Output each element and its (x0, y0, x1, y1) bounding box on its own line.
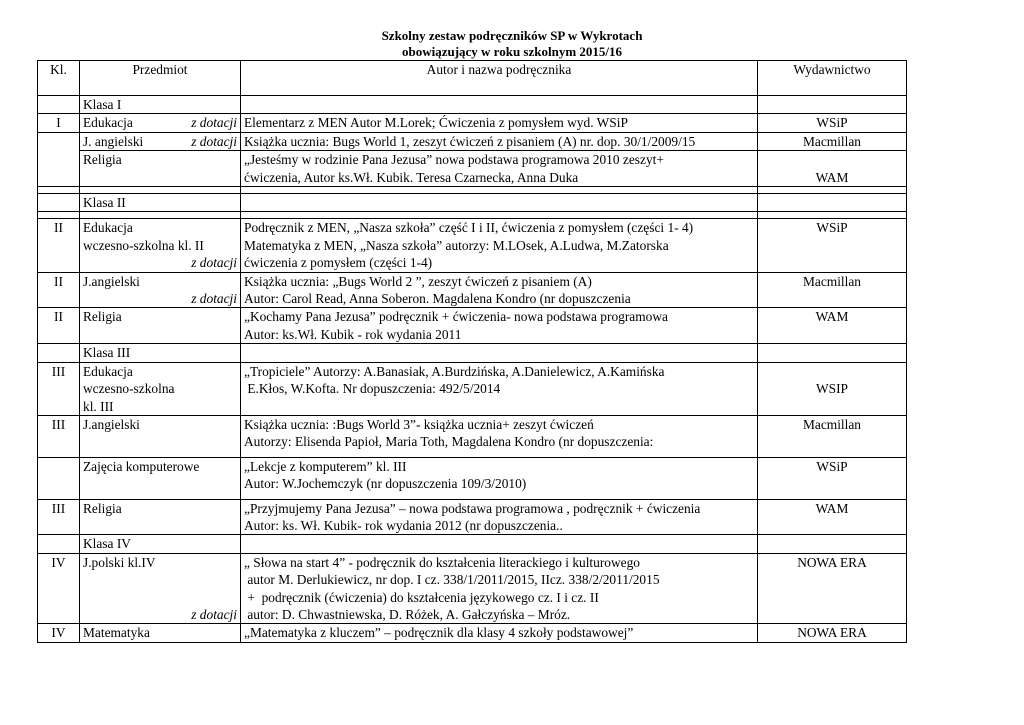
class-heading-row (38, 535, 907, 553)
table-row (38, 362, 907, 415)
autor-line: Autor: W.Jochemczyk (nr dopuszczenia 109/3/2010) (244, 476, 527, 492)
cell-kl (38, 151, 80, 187)
cell-wydawnictwo: Macmillan (758, 415, 907, 457)
subject-line: wczesno-szkolna (83, 381, 175, 397)
cell-autor (241, 415, 758, 457)
subject-name: Edukacja (83, 115, 133, 131)
autor-line: Matematyka z MEN, „Nasza szkoła” autorzy: M.LOsek, A.Ludwa, M.Zatorska (244, 237, 669, 253)
cell-przedmiot (80, 272, 241, 308)
table-row (38, 132, 907, 150)
table-row (38, 457, 907, 499)
subject-line: J.polski kl.IV (83, 554, 156, 570)
autor-line: Książka ucznia: :Bugs World 3”- książka ucznia+ zeszyt ćwiczeń (244, 416, 594, 432)
autor-line: Autorzy: Elisenda Papioł, Maria Toth, Magdalena Kondro (nr dopuszczenia: (244, 434, 654, 450)
autor-line: ćwiczenia, Autor ks.Wł. Kubik. Teresa Czarnecka, Anna Duka (244, 169, 579, 185)
autor-line: autor M. Derlukiewicz, nr dop. I cz. 338/1/2011/2015, IIcz. 338/2/2011/2015 (244, 572, 660, 588)
autor-line: „Tropiciele” Autorzy: A.Banasiak, A.Burdzińska, A.Danielewicz, A.Kamińska (244, 363, 665, 379)
z-dotacji-note: z dotacji (191, 133, 237, 149)
cell-przedmiot: Zajęcia komputerowe (80, 457, 241, 499)
autor-line: „Kochamy Pana Jezusa” podręcznik + ćwiczenia- nowa podstawa programowa (244, 309, 668, 325)
cell-przedmiot (80, 219, 241, 272)
separator-row (38, 187, 907, 194)
cell-wydawnictwo: WSiP (758, 457, 907, 499)
class-heading: Klasa IV (80, 535, 241, 553)
autor-line: „Jesteśmy w rodzinie Pana Jezusa” nowa podstawa programowa 2010 zeszyt+ (244, 152, 664, 168)
cell-wydawnictwo: WSIP (758, 362, 907, 415)
cell-autor: Elementarz z MEN Autor M.Lorek; Ćwiczenia z pomysłem wyd. WSiP (241, 114, 758, 132)
autor-line: + podręcznik (ćwiczenia) do kształcenia językowego cz. I i cz. II (244, 589, 599, 605)
z-dotacji-note: z dotacji (191, 255, 237, 271)
autor-line: Autor: Carol Read, Anna Soberon. Magdalena Kondro (nr dopuszczenia (244, 291, 631, 307)
autor-line: Książka ucznia: „Bugs World 2 ”, zeszyt ćwiczeń z pisaniem (A) (244, 273, 592, 289)
header-wydawnictwo: Wydawnictwo (758, 61, 907, 96)
cell-kl (38, 457, 80, 499)
cell-przedmiot (80, 553, 241, 624)
cell-wydawnictwo: WSiP (758, 219, 907, 272)
class-heading: Klasa II (80, 194, 241, 212)
autor-line: „ Słowa na start 4” - podręcznik do kształcenia literackiego i kulturowego (244, 554, 640, 570)
cell-kl: IV (38, 624, 80, 642)
autor-line: Podręcznik z MEN, „Nasza szkoła” część I i II, ćwiczenia z pomysłem (części 1- 4) (244, 220, 694, 236)
header-kl: Kl. (38, 61, 80, 96)
title-line-1: Szkolny zestaw podręczników SP w Wykrotach (381, 28, 643, 43)
cell-autor (241, 219, 758, 272)
cell-wydawnictwo: WAM (758, 151, 907, 187)
subject-line: Edukacja (83, 363, 133, 379)
cell-kl: III (38, 415, 80, 457)
autor-line: Autor: ks.Wł. Kubik - rok wydania 2011 (244, 326, 462, 342)
cell-autor (241, 499, 758, 535)
cell-autor (241, 272, 758, 308)
table-row (38, 219, 907, 272)
subject-line: J.angielski (83, 273, 140, 289)
class-heading-row (38, 344, 907, 362)
z-dotacji-note: z dotacji (191, 291, 237, 307)
cell-autor: „Matematyka z kluczem” – podręcznik dla klasy 4 szkoły podstawowej” (241, 624, 758, 642)
table-row (38, 415, 907, 457)
cell-kl: II (38, 272, 80, 308)
class-heading: Klasa III (80, 344, 241, 362)
cell-kl: II (38, 219, 80, 272)
autor-line: „Lekcje z komputerem” kl. III (244, 458, 407, 474)
class-heading-row (38, 96, 907, 114)
table-row (38, 308, 907, 344)
cell-autor (241, 553, 758, 624)
table-row (38, 499, 907, 535)
cell-przedmiot: Religia (80, 151, 241, 187)
table-row (38, 114, 907, 132)
cell-wydawnictwo: NOWA ERA (758, 553, 907, 624)
cell-wydawnictwo: Macmillan (758, 272, 907, 308)
cell-przedmiot: Religia (80, 308, 241, 344)
subject-line: wczesno-szkolna kl. II (83, 237, 204, 253)
class-heading: Klasa I (80, 96, 241, 114)
textbook-table (37, 60, 907, 643)
cell-kl (38, 132, 80, 150)
header-autor: Autor i nazwa podręcznika (241, 61, 758, 96)
table-row (38, 553, 907, 624)
header-row (38, 61, 907, 96)
z-dotacji-note: z dotacji (191, 115, 237, 131)
subject-name: J. angielski (83, 133, 144, 149)
cell-kl: IV (38, 553, 80, 624)
table-row (38, 151, 907, 187)
cell-kl: III (38, 499, 80, 535)
cell-autor: Książka ucznia: Bugs World 1, zeszyt ćwiczeń z pisaniem (A) nr. dop. 30/1/2009/15 (241, 132, 758, 150)
cell-kl: I (38, 114, 80, 132)
cell-autor (241, 308, 758, 344)
cell-przedmiot: Matematyka (80, 624, 241, 642)
cell-autor (241, 151, 758, 187)
document-title (0, 28, 1024, 60)
subject-line: Edukacja (83, 220, 133, 236)
cell-przedmiot (80, 132, 241, 150)
autor-line: ćwiczenia z pomysłem (części 1-4) (244, 255, 433, 271)
subject-line: kl. III (83, 398, 114, 414)
cell-przedmiot: J.angielski (80, 415, 241, 457)
cell-kl: II (38, 308, 80, 344)
cell-autor (241, 362, 758, 415)
cell-kl: III (38, 362, 80, 415)
cell-wydawnictwo: WAM (758, 499, 907, 535)
cell-wydawnictwo: Macmillan (758, 132, 907, 150)
cell-wydawnictwo: WSiP (758, 114, 907, 132)
autor-line: Autor: ks. Wł. Kubik- rok wydania 2012 (nr dopuszczenia.. (244, 517, 563, 533)
table-row (38, 624, 907, 642)
header-przedmiot: Przedmiot (80, 61, 241, 96)
table-row (38, 272, 907, 308)
autor-line: E.Kłos, W.Kofta. Nr dopuszczenia: 492/5/2014 (244, 381, 501, 397)
cell-przedmiot: Religia (80, 499, 241, 535)
autor-line: „Przyjmujemy Pana Jezusa” – nowa podstawa programowa , podręcznik + ćwiczenia (244, 500, 701, 516)
cell-wydawnictwo: WAM (758, 308, 907, 344)
cell-przedmiot (80, 362, 241, 415)
autor-line: autor: D. Chwastniewska, D. Różek, A. Gałczyńska – Mróz. (244, 606, 571, 622)
title-line-2: obowiązujący w roku szkolnym 2015/16 (401, 44, 623, 59)
class-heading-row (38, 194, 907, 212)
cell-wydawnictwo: NOWA ERA (758, 624, 907, 642)
separator-row (38, 212, 907, 219)
cell-autor (241, 457, 758, 499)
cell-przedmiot (80, 114, 241, 132)
z-dotacji-note: z dotacji (191, 606, 237, 622)
